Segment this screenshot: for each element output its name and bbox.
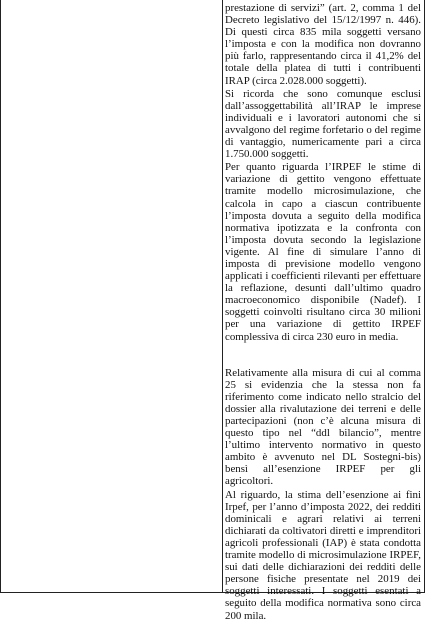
right-column-cell xyxy=(225,2,421,622)
table-column-divider xyxy=(222,0,223,592)
paragraph-agricultural-exemption: Al riguardo, la stima dell’esenzione ai fini Irpef, per l’anno d’imposta 2022, dei redditi dominicali e agrari relativi ai terreni dichiarati da coltivatori diretti e imprenditori agricoli professionali (IAP) è stata condotta tramite modello di microsimulazione IRPEF, sui dati delle dichiarazioni dei redditi delle persone fisiche presentate nel 2019 dei soggetti interessati. I soggetti esentati a seguito della modifica normativa sono circa 200 mila. xyxy=(225,488,421,622)
paragraph-irap-services: prestazione di servizi” (art. 2, comma 1 del Decreto legislativo del 15/12/1997 n. 446). Di questi circa 835 mila soggetti versano l’imposta e con la modifica non dovranno più farlo, rappresentando circa il 41,2% del totale della platea di tutti i contribuenti IRAP (circa 2.028.000 soggetti). xyxy=(225,2,421,87)
left-column-cell xyxy=(1,0,222,592)
table-right-border xyxy=(424,0,425,592)
paragraph-comma-25: Relativamente alla misura di cui al comma 25 si evidenzia che la stessa non fa riferimento come indicato nello stralcio del dossier alla rivalutazione dei terreni e delle partecipazioni (non c’è alcuna misura di questo tipo nel “ddl bilancio”, mentre l’ultimo intervento normativo in questo ambito è avvenuto nel DL Sostegni-bis) bensì all’esenzione IRPEF per gli agricoltori. xyxy=(225,366,421,488)
paragraph-irap-exclusions: Si ricorda che sono comunque esclusi dall’assoggettabilità all’IRAP le imprese individuali e i lavoratori autonomi che si avvalgono del regime forfetario o del regime di vantaggio, numericamente pari a circa 1.750.000 soggetti. xyxy=(225,87,421,161)
paragraph-irpef-estimate: Per quanto riguarda l’IRPEF le stime di variazione di gettito vengono effettuate tramite modello microsimulazione, che calcola in capo a ciascun contribuente l’imposta dovuta a seguito della modifica normativa ipotizzata e la confronta con l’imposta dovuta secondo la legislazione vigente. Al fine di simulare l’anno di imposta di previsione modello vengono applicati i coefficienti rilevanti per effettuare la reflazione, desunti dall’ultimo quadro macroeconomico disponibile (Nadef). I soggetti coinvolti risultano circa 30 milioni per una variazione di gettito IRPEF complessiva di circa 230 euro in media. xyxy=(225,161,421,343)
